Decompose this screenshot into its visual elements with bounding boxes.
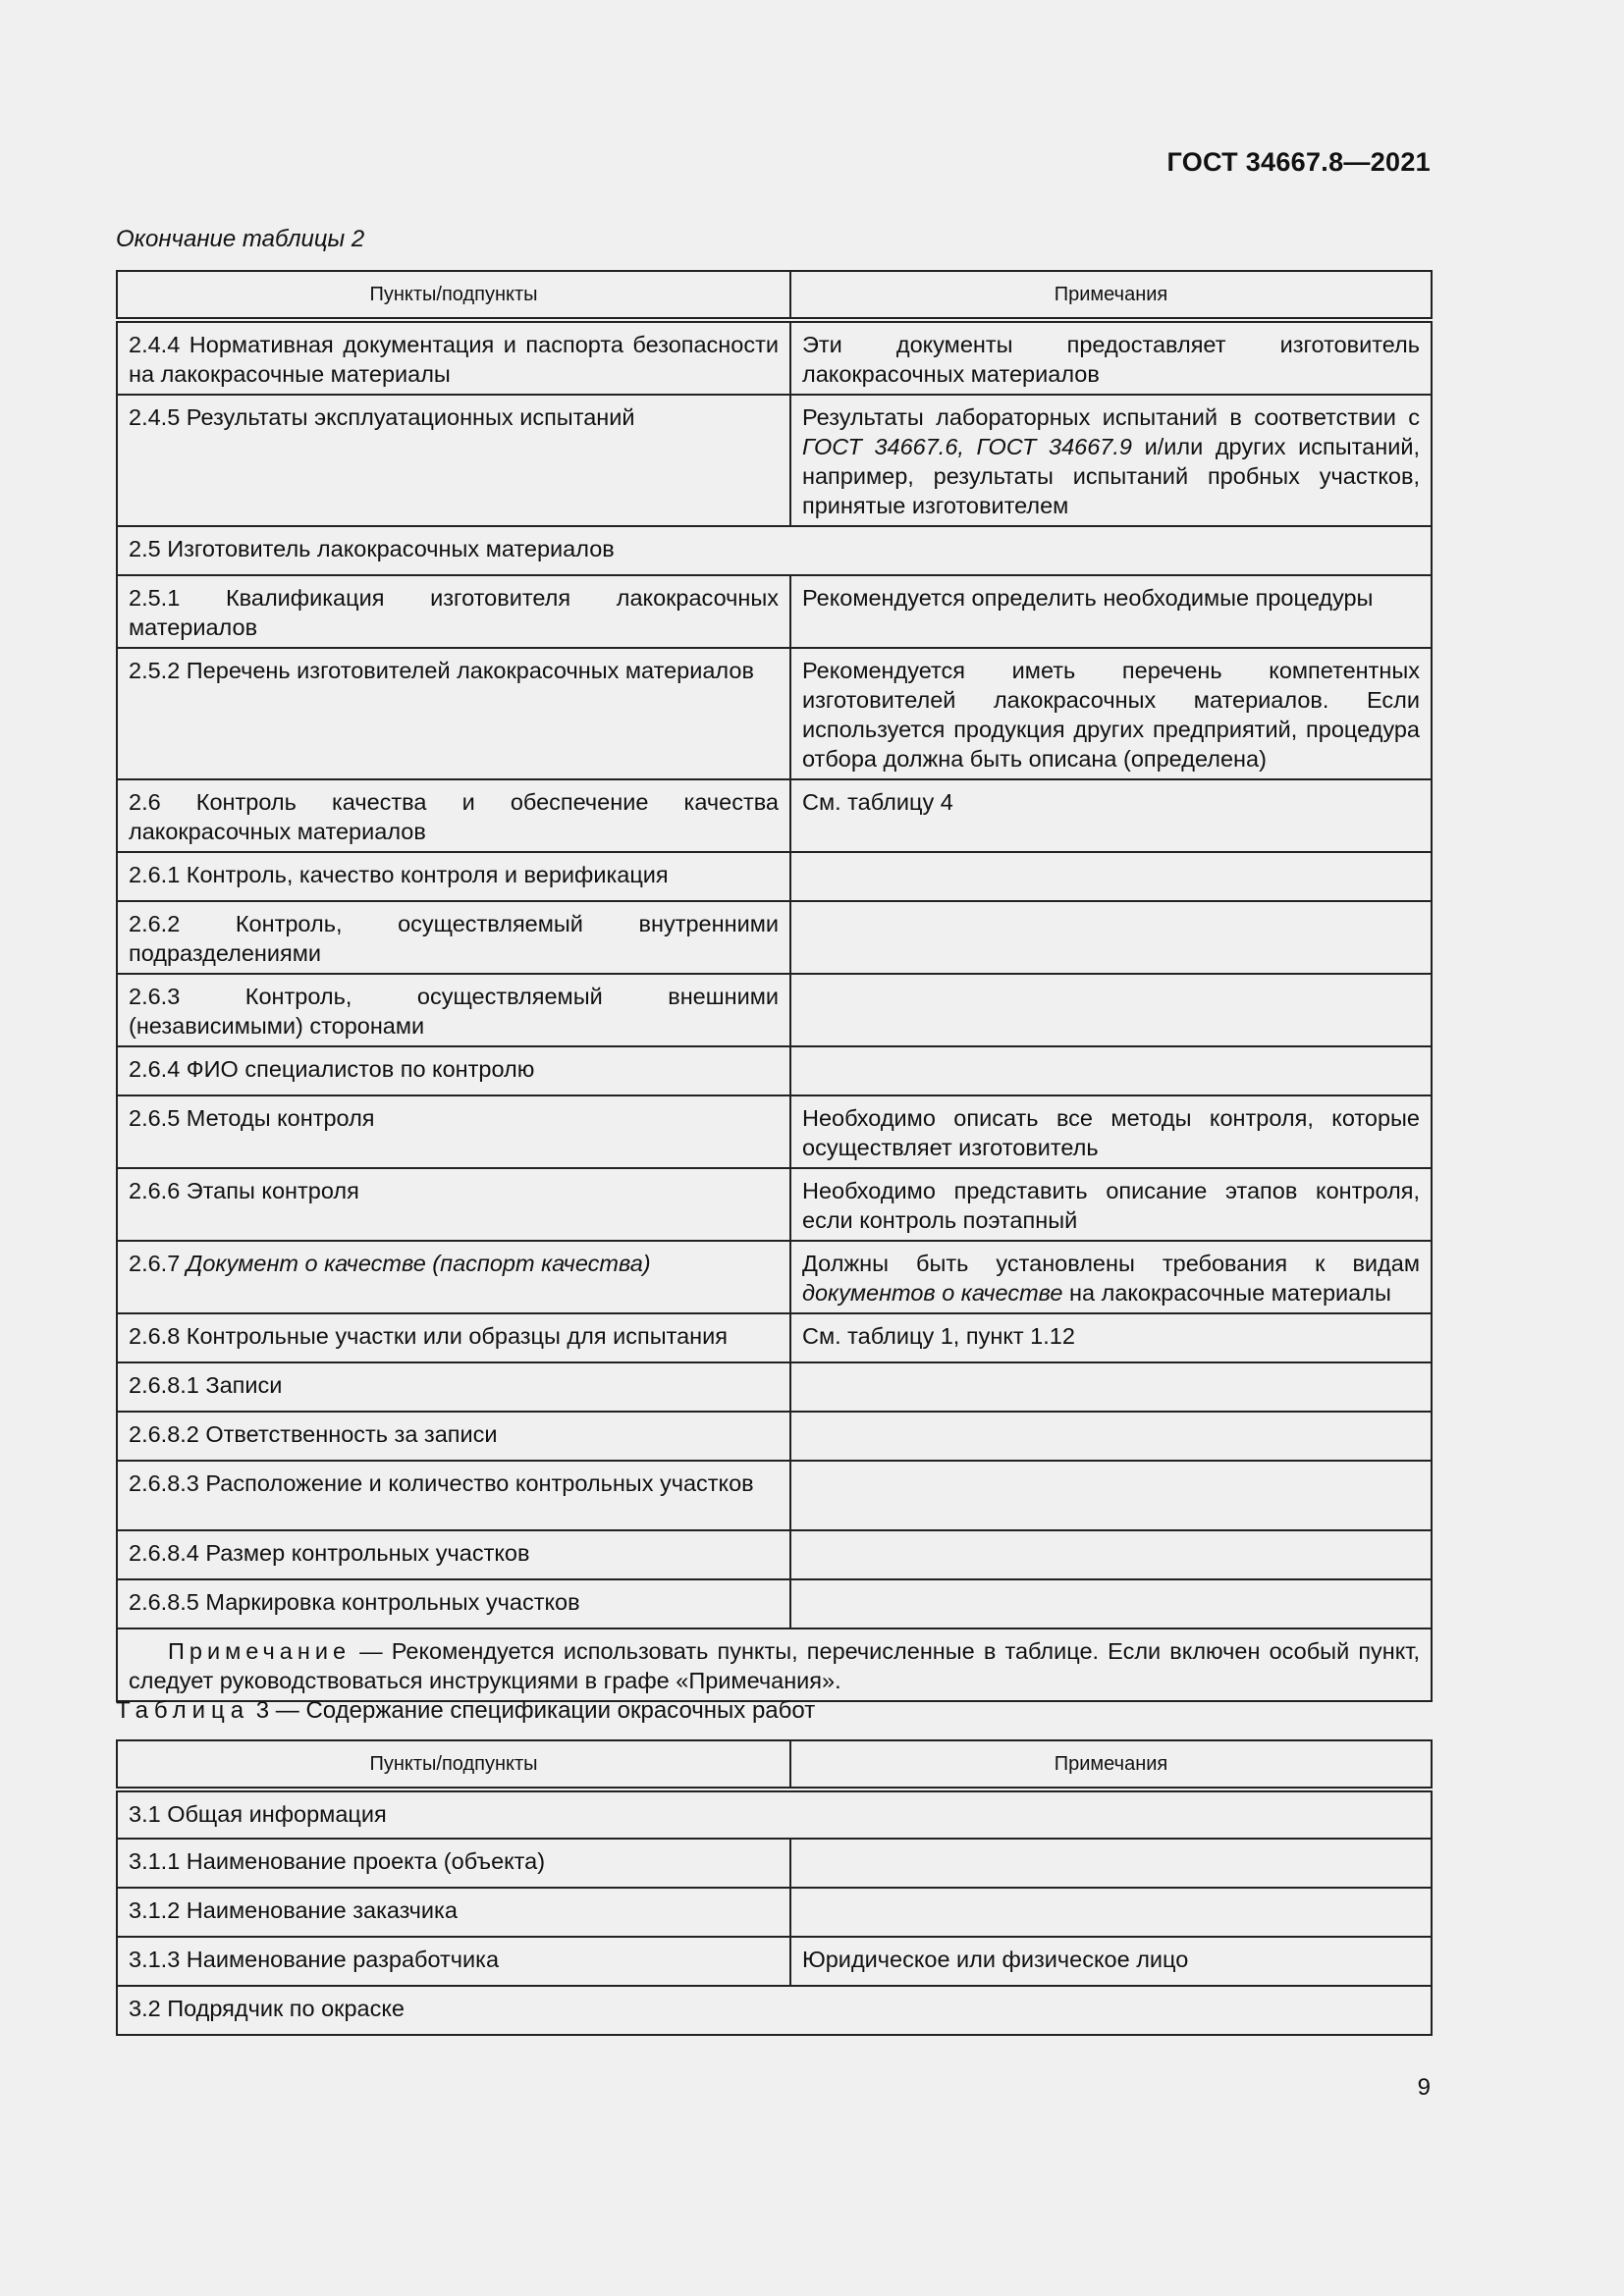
- table-row: [117, 1362, 1432, 1412]
- item-cell: 3.1.2 Наименование заказчика: [117, 1888, 790, 1937]
- table-row: [117, 1412, 1432, 1461]
- item-cell: 2.6.8.4 Размер контрольных участков: [117, 1530, 790, 1579]
- note-cell: Юридическое или физическое лицо: [790, 1937, 1432, 1986]
- item-cell: 2.6.8 Контрольные участки или образцы для испытания: [117, 1313, 790, 1362]
- item-cell: 3.1.1 Наименование проекта (объекта): [117, 1839, 790, 1888]
- table-row: [117, 395, 1432, 526]
- table-row: [117, 575, 1432, 648]
- note-text: на лакокрасочные материалы: [1062, 1280, 1391, 1306]
- section-cell: 3.2 Подрядчик по окраске: [117, 1986, 1432, 2035]
- note-cell: [790, 1046, 1432, 1095]
- table3-header-notes: Примечания: [790, 1740, 1432, 1789]
- item-number: 2.6.7: [129, 1251, 187, 1276]
- note-cell: [790, 395, 1432, 526]
- note-cell: [790, 1241, 1432, 1313]
- table-row: [117, 1839, 1432, 1888]
- item-cell: 2.4.5 Результаты эксплуатационных испытаний: [117, 395, 790, 526]
- note-cell: См. таблицу 1, пункт 1.12: [790, 1313, 1432, 1362]
- item-cell: 2.6.2 Контроль, осуществляемый внутренними подразделениями: [117, 901, 790, 974]
- table3-caption-text: 3 — Содержание спецификации окрасочных работ: [249, 1697, 816, 1724]
- note-cell: [790, 852, 1432, 901]
- note-text: Должны быть установлены требования к видам: [802, 1251, 1420, 1276]
- table-row: [117, 852, 1432, 901]
- table-row: [117, 648, 1432, 779]
- table2: [116, 270, 1433, 1702]
- note-standard-ref: ГОСТ 34667.6, ГОСТ 34667.9: [802, 434, 1132, 459]
- document-code: ГОСТ 34667.8—2021: [1166, 147, 1431, 177]
- table-row: [117, 1241, 1432, 1313]
- note-cell: [790, 1461, 1432, 1530]
- table2-caption: Окончание таблицы 2: [116, 226, 365, 252]
- note-cell: [790, 1888, 1432, 1937]
- table2-header-row: [117, 271, 1432, 320]
- note-cell: Рекомендуется определить необходимые процедуры: [790, 575, 1432, 648]
- note-cell: Необходимо представить описание этапов контроля, если контроль поэтапный: [790, 1168, 1432, 1241]
- table-row: [117, 1095, 1432, 1168]
- table-row: [117, 1789, 1432, 1839]
- item-cell: 2.5.1 Квалификация изготовителя лакокрасочных материалов: [117, 575, 790, 648]
- note-cell: [790, 1579, 1432, 1629]
- item-italic-title: Документ о качестве (паспорт качества): [186, 1251, 651, 1276]
- table-row: [117, 1579, 1432, 1629]
- note-cell: [790, 974, 1432, 1046]
- table2-note: [117, 1629, 1432, 1701]
- table3-caption: [116, 1697, 815, 1725]
- table-row: [117, 320, 1432, 395]
- item-cell: 2.6.1 Контроль, качество контроля и верификация: [117, 852, 790, 901]
- note-cell: [790, 901, 1432, 974]
- note-cell: Рекомендуется иметь перечень компетентных изготовителей лакокрасочных материалов. Если используется продукция других предприятий, процедура отбора должна быть описана (определена): [790, 648, 1432, 779]
- table3-header-items: Пункты/подпункты: [117, 1740, 790, 1789]
- item-cell: 2.6.8.5 Маркировка контрольных участков: [117, 1579, 790, 1629]
- note-cell: [790, 1530, 1432, 1579]
- table-row: [117, 974, 1432, 1046]
- table-row: [117, 1046, 1432, 1095]
- table-row: [117, 901, 1432, 974]
- item-cell: 2.6.5 Методы контроля: [117, 1095, 790, 1168]
- note-text: и/или других испытаний, например, результаты испытаний пробных участков, принятые изготовителем: [802, 434, 1420, 518]
- note-cell: См. таблицу 4: [790, 779, 1432, 852]
- note-italic-term: документов о качестве: [802, 1280, 1063, 1306]
- note-cell: [790, 1412, 1432, 1461]
- item-cell: 3.1.3 Наименование разработчика: [117, 1937, 790, 1986]
- table-row: [117, 1986, 1432, 2035]
- table-row: [117, 779, 1432, 852]
- item-cell: [117, 1241, 790, 1313]
- item-cell: 2.4.4 Нормативная документация и паспорта безопасности на лакокрасочные материалы: [117, 320, 790, 395]
- item-cell: 2.6.4 ФИО специалистов по контролю: [117, 1046, 790, 1095]
- item-cell: 2.6 Контроль качества и обеспечение качества лакокрасочных материалов: [117, 779, 790, 852]
- table-row: [117, 1461, 1432, 1530]
- note-cell: [790, 1362, 1432, 1412]
- note-cell: Необходимо описать все методы контроля, которые осуществляет изготовитель: [790, 1095, 1432, 1168]
- table-row: [117, 1530, 1432, 1579]
- item-cell: 2.6.6 Этапы контроля: [117, 1168, 790, 1241]
- table-row: [117, 1888, 1432, 1937]
- table2-header-items: Пункты/подпункты: [117, 271, 790, 320]
- table3: [116, 1739, 1433, 2036]
- item-cell: 2.6.3 Контроль, осуществляемый внешними (независимыми) сторонами: [117, 974, 790, 1046]
- note-label: Примечание: [168, 1638, 352, 1664]
- table-row: [117, 1313, 1432, 1362]
- item-cell: 2.6.8.1 Записи: [117, 1362, 790, 1412]
- item-cell: 2.6.8.2 Ответственность за записи: [117, 1412, 790, 1461]
- note-body: — Рекомендуется использовать пункты, перечисленные в таблице. Если включен особый пункт, следует руководствоваться инструкциями в графе «Примечания».: [129, 1638, 1420, 1693]
- table-row: [117, 526, 1432, 575]
- table-row: [117, 1937, 1432, 1986]
- note-cell: Эти документы предоставляет изготовитель лакокрасочных материалов: [790, 320, 1432, 395]
- page-number: 9: [1417, 2074, 1431, 2101]
- table2-header-notes: Примечания: [790, 271, 1432, 320]
- note-text: Результаты лабораторных испытаний в соответствии с: [802, 404, 1420, 430]
- note-cell: [790, 1839, 1432, 1888]
- item-cell: 2.5.2 Перечень изготовителей лакокрасочных материалов: [117, 648, 790, 779]
- table-note-row: [117, 1629, 1432, 1701]
- table3-caption-label: Таблица: [116, 1697, 250, 1724]
- section-cell: 3.1 Общая информация: [117, 1789, 1432, 1839]
- table-row: [117, 1168, 1432, 1241]
- table3-header-row: [117, 1740, 1432, 1789]
- section-cell: 2.5 Изготовитель лакокрасочных материалов: [117, 526, 1432, 575]
- item-cell: 2.6.8.3 Расположение и количество контрольных участков: [117, 1461, 790, 1530]
